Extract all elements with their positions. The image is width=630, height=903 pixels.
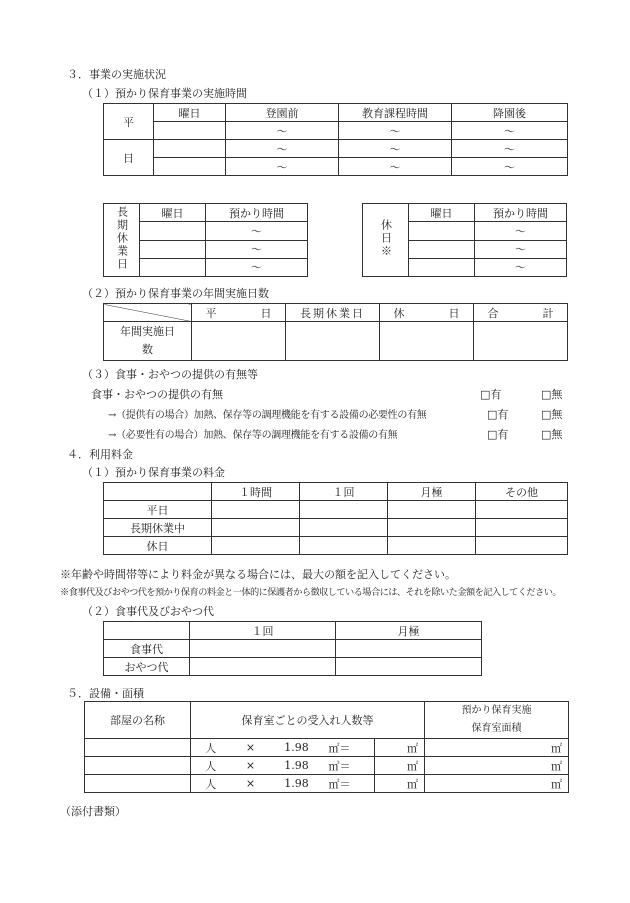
corner-cell: [104, 483, 212, 501]
tilde[interactable]: 〜: [226, 158, 339, 176]
col-monthly: 月極: [388, 483, 476, 501]
col-area: [425, 702, 569, 739]
fee-cell[interactable]: [190, 658, 336, 676]
room-name-cell[interactable]: [85, 775, 191, 793]
day-cell[interactable]: [154, 140, 226, 158]
col-room-name: 部屋の名称: [85, 702, 191, 739]
day-cell[interactable]: [140, 258, 206, 276]
diagonal-cell: [104, 304, 192, 322]
annual-days-label: [104, 322, 192, 361]
day-cell[interactable]: [409, 240, 475, 258]
holiday-days-cell[interactable]: [380, 322, 474, 361]
long-vacation-side: 長期休業日: [115, 206, 129, 271]
corner-cell: [104, 622, 190, 640]
col-hours: 預かり時間: [206, 204, 308, 222]
fee-cell[interactable]: [388, 501, 476, 519]
exist-yes-checkbox[interactable]: □有: [487, 428, 509, 441]
row-holiday: 休日: [104, 537, 212, 555]
holiday-side: 休日※: [379, 219, 393, 258]
tilde[interactable]: 〜: [475, 258, 567, 276]
col-area-line1: 預かり保育実施: [461, 705, 532, 716]
fee-cell[interactable]: [388, 537, 476, 555]
meal-provision-question: 食事・おやつの提供の有無: [91, 388, 223, 401]
area-factor: 1.98: [271, 739, 323, 757]
day-cell[interactable]: [140, 240, 206, 258]
weekday-side-top: 平: [104, 104, 154, 140]
col-before: 登園前: [226, 104, 339, 122]
annual-days-label-line1: 年間実施日: [120, 325, 175, 338]
row-long-vacation: 長期休業中: [104, 519, 212, 537]
meal-no-checkbox[interactable]: □無: [541, 388, 563, 401]
fee-cell[interactable]: [476, 537, 568, 555]
tilde[interactable]: 〜: [339, 122, 452, 140]
area-factor: 1.98: [271, 775, 323, 793]
section3-3-heading: （３）食事・おやつの提供の有無等: [82, 368, 258, 381]
col-1hour: １時間: [212, 483, 300, 501]
col-monthly: 月極: [336, 622, 482, 640]
times-sign: ×: [231, 739, 271, 757]
fee-cell[interactable]: [300, 519, 388, 537]
col-weekday: 平 日: [192, 304, 286, 322]
meal-fee-table: [103, 621, 482, 676]
meal-yes-checkbox[interactable]: □有: [480, 388, 502, 401]
col-once: １回: [190, 622, 336, 640]
annual-days-table: [103, 303, 568, 361]
fee-note-1: ※年齢や時間帯等により料金が異なる場合には、最大の額を記入してください。: [60, 568, 456, 581]
long-vacation-table: [103, 203, 308, 277]
col-once: １回: [300, 483, 388, 501]
col-hours: 預かり時間: [475, 204, 567, 222]
room-area-unit[interactable]: ㎡: [425, 775, 569, 793]
fee-cell[interactable]: [336, 658, 482, 676]
equipment-need-question: →（提供有の場合）加熱、保存等の調理機能を有する設備の必要性の有無: [108, 410, 427, 421]
section4-1-heading: （１）預かり保育事業の料金: [82, 466, 225, 479]
equipment-exist-question: →（必要性有の場合）加熱、保存等の調理機能を有する設備の有無: [108, 430, 398, 441]
area-result-unit[interactable]: ㎡: [375, 757, 425, 775]
day-cell[interactable]: [409, 258, 475, 276]
tilde[interactable]: 〜: [206, 222, 308, 240]
exist-no-checkbox[interactable]: □無: [541, 428, 563, 441]
fee-cell[interactable]: [476, 519, 568, 537]
col-capacity: 保育室ごとの受入れ人数等: [191, 702, 425, 739]
need-yes-checkbox[interactable]: □有: [487, 408, 509, 421]
section4-2-heading: （２）食事代及びおやつ代: [82, 605, 214, 618]
fee-cell[interactable]: [300, 501, 388, 519]
section3-1-heading: （１）預かり保育事業の実施時間: [82, 87, 247, 100]
times-sign: ×: [231, 757, 271, 775]
tilde[interactable]: 〜: [452, 122, 568, 140]
person-unit: 人: [191, 739, 231, 757]
tilde[interactable]: 〜: [206, 240, 308, 258]
col-weekday: 曜日: [154, 104, 226, 122]
tilde[interactable]: 〜: [226, 122, 339, 140]
weekday-side-bottom: 日: [104, 140, 154, 176]
area-result-unit[interactable]: ㎡: [375, 775, 425, 793]
fee-cell[interactable]: [190, 640, 336, 658]
fee-cell[interactable]: [212, 537, 300, 555]
holiday-table: [362, 203, 567, 277]
fee-note-2: ※食事代及びおやつ代を預かり保育の料金と一体的に保護者から徴収している場合には、それを除いた金額を記入してください。: [60, 587, 561, 598]
times-sign: ×: [231, 775, 271, 793]
row-weekday: 平日: [104, 501, 212, 519]
tilde[interactable]: 〜: [206, 258, 308, 276]
room-area-table: [84, 701, 569, 793]
col-curriculum: 教育課程時間: [339, 104, 452, 122]
tilde[interactable]: 〜: [452, 140, 568, 158]
col-other: その他: [476, 483, 568, 501]
person-unit: 人: [191, 757, 231, 775]
tilde[interactable]: 〜: [339, 158, 452, 176]
room-name-cell[interactable]: [85, 739, 191, 757]
area-unit-equals: ㎡＝: [323, 757, 375, 775]
fee-cell[interactable]: [476, 501, 568, 519]
need-no-checkbox[interactable]: □無: [541, 408, 563, 421]
day-cell[interactable]: [154, 158, 226, 176]
fee-cell[interactable]: [212, 519, 300, 537]
section3-2-heading: （２）預かり保育事業の年間実施日数: [82, 287, 269, 300]
tilde[interactable]: 〜: [475, 240, 567, 258]
area-result-unit[interactable]: ㎡: [375, 739, 425, 757]
section5-title: ５．設備・面積: [67, 687, 144, 700]
col-holiday: 休 日: [380, 304, 474, 322]
long-vacation-days-cell[interactable]: [286, 322, 380, 361]
tilde[interactable]: 〜: [339, 140, 452, 158]
day-cell[interactable]: [154, 122, 226, 140]
tilde[interactable]: 〜: [475, 222, 567, 240]
tilde[interactable]: 〜: [452, 158, 568, 176]
person-unit: 人: [191, 775, 231, 793]
total-days-cell[interactable]: [474, 322, 568, 361]
section3-title: ３．事業の実施状況: [67, 68, 166, 81]
area-unit-equals: ㎡＝: [323, 775, 375, 793]
room-area-unit[interactable]: ㎡: [425, 739, 569, 757]
col-weekday: 曜日: [409, 204, 475, 222]
day-cell[interactable]: [409, 222, 475, 240]
fee-table: [103, 482, 568, 555]
fee-cell[interactable]: [212, 501, 300, 519]
fee-cell[interactable]: [388, 519, 476, 537]
col-after: 降園後: [452, 104, 568, 122]
fee-cell[interactable]: [336, 640, 482, 658]
day-cell[interactable]: [140, 222, 206, 240]
attachments-label: （添付書類）: [60, 805, 126, 818]
room-name-cell[interactable]: [85, 757, 191, 775]
col-area-line2: 保育室面積: [471, 723, 522, 734]
col-long-vacation: 長期休業日: [286, 304, 380, 322]
col-weekday: 曜日: [140, 204, 206, 222]
weekday-days-cell[interactable]: [192, 322, 286, 361]
room-area-unit[interactable]: ㎡: [425, 757, 569, 775]
row-snack: おやつ代: [104, 658, 190, 676]
fee-cell[interactable]: [300, 537, 388, 555]
area-factor: 1.98: [271, 757, 323, 775]
tilde[interactable]: 〜: [226, 140, 339, 158]
section4-title: ４．利用料金: [67, 448, 133, 461]
area-unit-equals: ㎡＝: [323, 739, 375, 757]
row-meal: 食事代: [104, 640, 190, 658]
col-total: 合 計: [474, 304, 568, 322]
weekday-hours-table: [103, 103, 568, 176]
annual-days-label-line2: 数: [142, 343, 153, 356]
